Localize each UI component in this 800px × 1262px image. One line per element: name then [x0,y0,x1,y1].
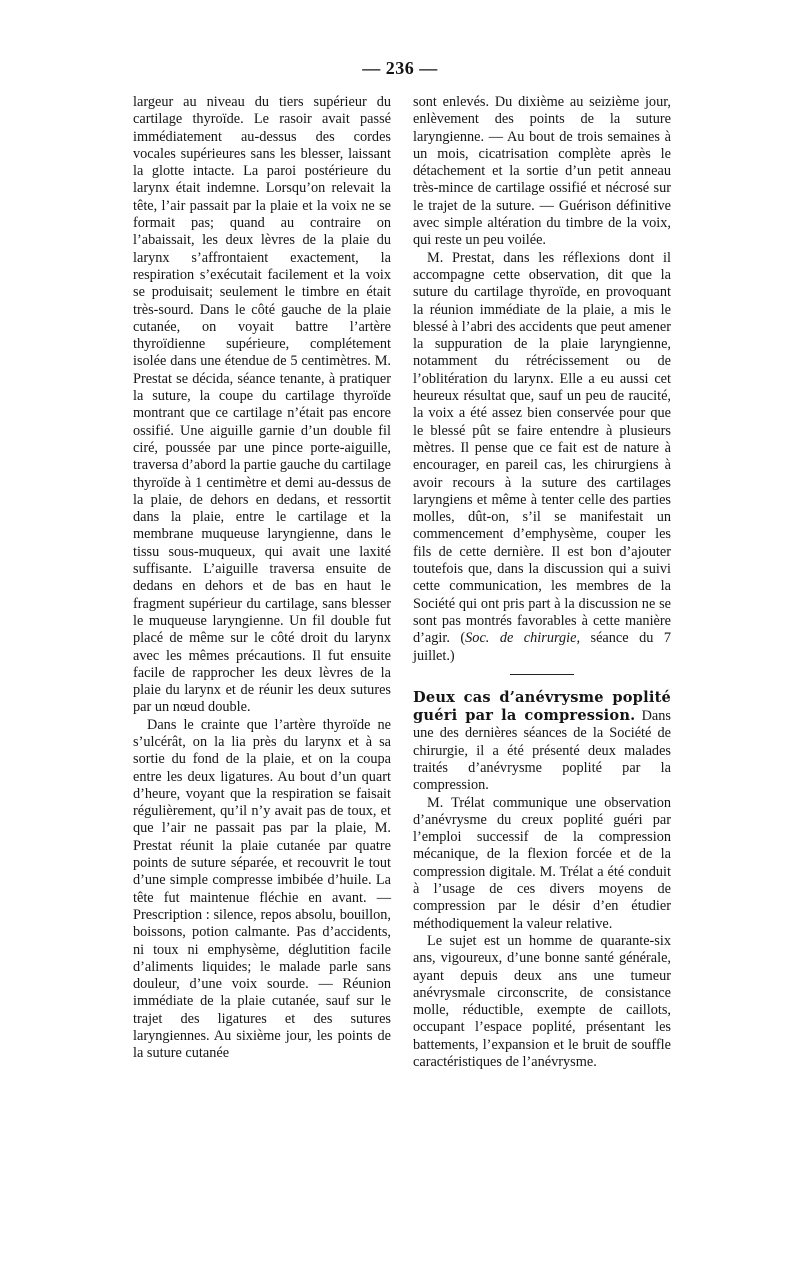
right-paragraph-1: sont enlevés. Du dixième au seizième jour, enlèvement des points de la suture laryngienne. — Au bout de trois semaines à un mois, cicatrisation complète après le détachement et la sortie d’un petit anneau très-mince de cartilage ossifié et nécrosé sur le trajet de la suture. — Guérison définitive avec simple altération du timbre de la voix, qui reste un peu voilée. [413,94,671,249]
section-intro-text: Dans une des dernières séances de la Société de chirurgie, il a été présenté deux malades traités d’anévrysme poplité par la compression. [413,708,671,794]
section-divider [510,674,574,675]
right-paragraph-2-text: M. Prestat, dans les réflexions dont il accompagne cette observation, dit que la suture du cartilage thyroïde, en provoquant la réunion immédiate de la plaie, a mis le blessé à l’abri des accidents que peut amener la suppuration de la plaie laryngienne, notamment du rétrécissement ou de l’oblitération du larynx. Elle a eu aussi cet heureux résultat que, sauf un peu de raucité, la voix a été assez bien conservée pour que le blessé pût se faire entendre à plusieurs mètres. Il pense que ce fait est de nature à encourager, en pareil cas, les chirurgiens à avoir recours à la suture des cartilages laryngiens et même à tenter celle des parties molles, dût-on, s’il se manifestait un commencement d’emphysème, couper les fils de cette dernière. Il est bon d’ajouter toutefois que, dans la discussion qui a suivi cette communication, les membres de la Société qui ont pris part à la discussion ne se sont pas montrés favorables à cette manière d’agir. ( [413,249,671,647]
section-title: Deux cas d’anévrysme poplité guéri par la compression. [413,688,671,725]
right-paragraph-5: Le sujet est un homme de quarante-six ans, vigoureux, d’une bonne santé générale, ayant depuis deux ans une tumeur anévrysmale circonscrite, de consistance molle, réductible, exempte de caillots, occupant l’espace poplité, présentant les battements, l’expansion et le bruit de souffle caractéristiques de l’anévrysme. [413,932,671,1071]
left-column [133,94,391,1063]
right-paragraph-3 [413,689,671,795]
left-paragraph-2: Dans le crainte que l’artère thyroïde ne s’ulcérât, on la lia près du larynx et à sa sortie du fond de la plaie, et on la coupa entre les deux ligatures. Au bout d’un quart d’heure, voyant que la respiration se faisait régulièrement, qu’il n’y avait pas de toux, et que l’air ne passait pas par la plaie, M. Prestat réunit la plaie cutanée par quatre points de suture séparée, et recouvrit le tout d’une simple compresse imbibée d’huile. La tête fut maintenue fléchie en avant. — Prescription : silence, repos absolu, bouillon, boissons, potion calmante. Pas d’accidents, ni toux ni emphysème, déglutition facile d’aliments liquides; le malade parle sans douleur, d’une voix sourde. — Réunion immédiate de la plaie cutanée, sauf sur le trajet des ligatures et des sutures laryngiennes. Au sixième jour, les points de la suture cutanée [133,716,391,1062]
right-paragraph-2 [413,250,671,665]
left-paragraph-1: largeur au niveau du tiers supérieur du cartilage thyroïde. Le rasoir avait passé immédiatement au-dessus des cordes vocales supérieures sans les blesser, laissant la glotte intacte. La paroi postérieure du larynx était indemne. Lorsqu’on relevait la tête, l’air passait par la plaie et la voix ne se formait pas; quand au contraire on l’abaissait, les deux lèvres de la plaie du larynx s’affrontaient exactement, la respiration s’exécutait facilement et la voix se produisait; seulement le timbre en était très-sourd. Dans le côté gauche de la plaie cutanée, on voyait battre l’artère thyroïdienne supérieure, complétement isolée dans une étendue de 5 centimètres. M. Prestat se décida, séance tenante, à pratiquer la suture, la coupe du cartilage thyroïde montrant que ce cartilage n’était pas encore ossifié. Une aiguille garnie d’un double fil ciré, poussée par une pince porte-aiguille, traversa d’abord la partie gauche du cartilage thyroïde à 1 centimètre et demi au-dessus de la plaie, de dehors en dedans, et ressortit dans la plaie, entre le cartilage et la membrane muqueuse laryngienne, dans le tissu sous-muqueux, qui avait une laxité suffisante. L’aiguille traversa ensuite de dedans en dehors et de bas en haut le fragment supérieur du cartilage, sans blesser le muqueuse laryngienne. Un fil double fut placé de même sur le côté droit du larynx avec les mêmes précautions. Il fut ensuite facile de rapprocher les deux lèvres de la plaie du larynx et de réunir les deux sutures par un nœud double. [133,94,392,716]
right-column [413,94,671,1071]
citation-source: Soc. de chirurgie, [465,630,581,647]
page-number: — 236 — [362,58,438,78]
right-paragraph-4: M. Trélat communique une observation d’anévrysme du creux poplité guéri par l’emploi successif de la compression mécanique, de la flexion forcée et de la compression digitale. M. Trélat a été conduit à l’usage de ces divers moyens de compression par le désir d’en étudier méthodiquement la valeur relative. [413,794,671,932]
citation-date: séance du 7 juillet.) [413,630,671,664]
